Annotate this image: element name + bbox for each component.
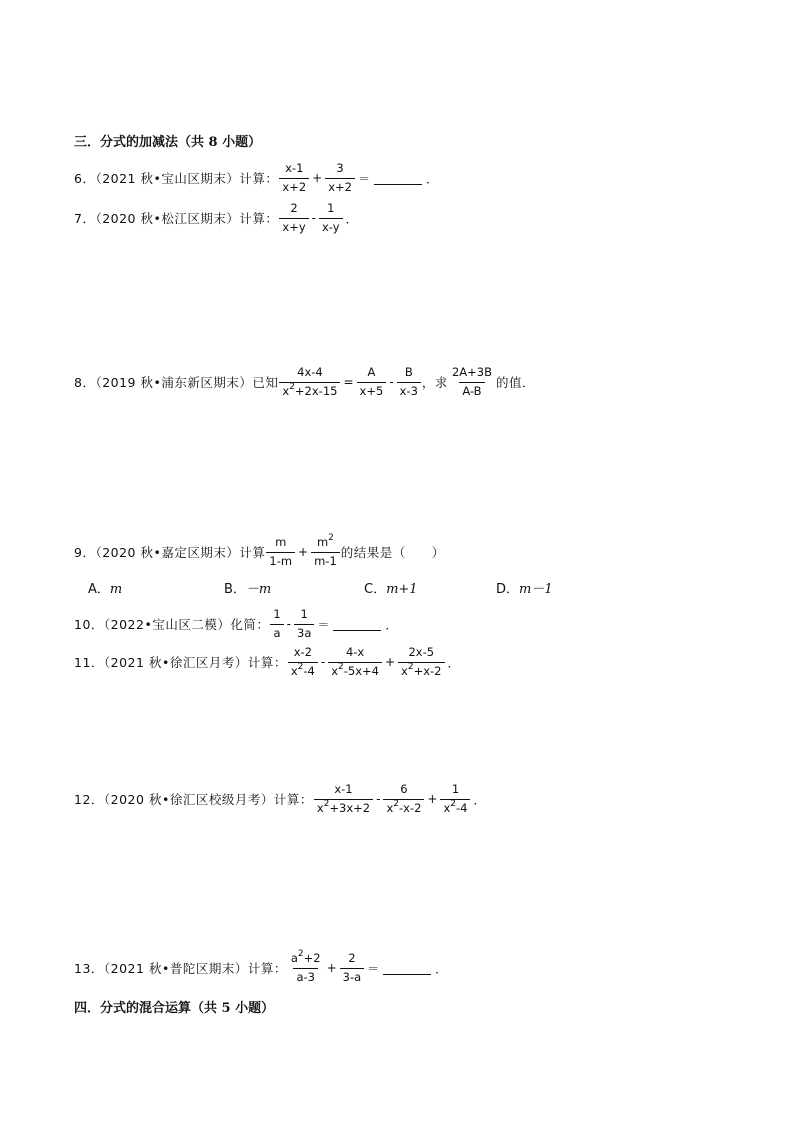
fraction: $\frac{x-1}{x^2+3x+2}$ <box>314 784 373 814</box>
fraction: $\frac{6}{x^2-x-2}$ <box>383 784 424 814</box>
section-4-heading: 四．分式的混合运算（共 5 小题） <box>74 1000 275 1016</box>
option-d[interactable]: D．m－1 <box>496 582 553 597</box>
question-12: 12．（2020 秋•徐汇区校级月考）计算： $\frac{x-1}{x^2+3x+2}$ - $\frac{6}{x^2-x-2}$ + $\frac{1}{x^2-4}$ ． <box>74 782 486 815</box>
option-c[interactable]: C．m+1 <box>364 582 418 597</box>
fraction: $\frac{4x-4}{x^2+2x-15}$ <box>279 367 340 397</box>
option-a[interactable]: A．m <box>88 582 123 597</box>
fraction: $\frac{m^2}{m-1}$ <box>311 537 340 567</box>
question-9-options <box>88 578 608 602</box>
fraction: $\frac{4-x}{x^2-5x+4}$ <box>328 647 382 677</box>
fraction: $\frac{2}{3-a}$ <box>340 953 365 983</box>
fraction: $\frac{2}{x+y}$ <box>279 203 308 233</box>
fraction: $\frac{1}{a}$ <box>270 609 283 639</box>
question-13: 13．（2021 秋•普陀区期末）计算： $\frac{a^2+2}{a-3}$ + $\frac{2}{3-a}$ ＝ ． <box>74 949 448 984</box>
question-11: 11．（2021 秋•徐汇区月考）计算： $\frac{x-2}{x^2-4}$ - $\frac{4-x}{x^2-5x+4}$ + $\frac{2x-5}{x^2+x-2}$ ． <box>74 645 460 678</box>
question-7: 7．（2020 秋•松江区期末）计算： $\frac{2}{x+y}$ - $\frac{1}{x-y}$ ． <box>74 201 358 234</box>
fraction: $\frac{3}{x+2}$ <box>325 163 355 193</box>
question-10: 10．（2022•宝山区二模）化简： $\frac{1}{a}$ - $\frac{1}{3a}$ ＝ ． <box>74 607 398 640</box>
fraction: $\frac{A}{x+5}$ <box>357 367 387 397</box>
fraction: $\frac{2x-5}{x^2+x-2}$ <box>398 647 444 677</box>
fraction: $\frac{x-2}{x^2-4}$ <box>288 647 318 677</box>
answer-blank[interactable] <box>333 617 381 631</box>
fraction: $\frac{1}{x^2-4}$ <box>440 784 470 814</box>
fraction: $\frac{x-1}{x+2}$ <box>279 163 309 193</box>
fraction: $\frac{2A+3B}{A-B}$ <box>451 365 492 398</box>
answer-blank[interactable] <box>374 171 422 185</box>
section-3-heading: 三．分式的加减法（共 8 小题） <box>74 134 262 150</box>
fraction: $\frac{B}{x-3}$ <box>397 367 421 397</box>
fraction: $\frac{a^2+2}{a-3}$ <box>290 949 321 984</box>
option-b[interactable]: B．－m <box>224 582 272 597</box>
fraction: $\frac{1}{3a}$ <box>294 609 314 639</box>
question-6: 6．（2021 秋•宝山区期末）计算： $\frac{x-1}{x+2}$ + $\frac{3}{x+2}$ ＝ ． <box>74 161 438 194</box>
fraction: $\frac{m}{1-m}$ <box>266 537 295 567</box>
question-9: 9．（2020 秋•嘉定区期末）计算 $\frac{m}{1-m}$ + $\frac{m^2}{m-1}$ 的结果是（ ） <box>74 533 445 568</box>
answer-blank[interactable] <box>383 961 431 975</box>
fraction: $\frac{1}{x-y}$ <box>319 203 343 233</box>
question-8: 8．（2019 秋•浦东新区期末）已知 $\frac{4x-4}{x^2+2x-15}$ = $\frac{A}{x+5}$ - $\frac{B}{x-3}$ ，求 $\frac{2A+3B}{A-B}$ 的值． <box>74 365 535 398</box>
